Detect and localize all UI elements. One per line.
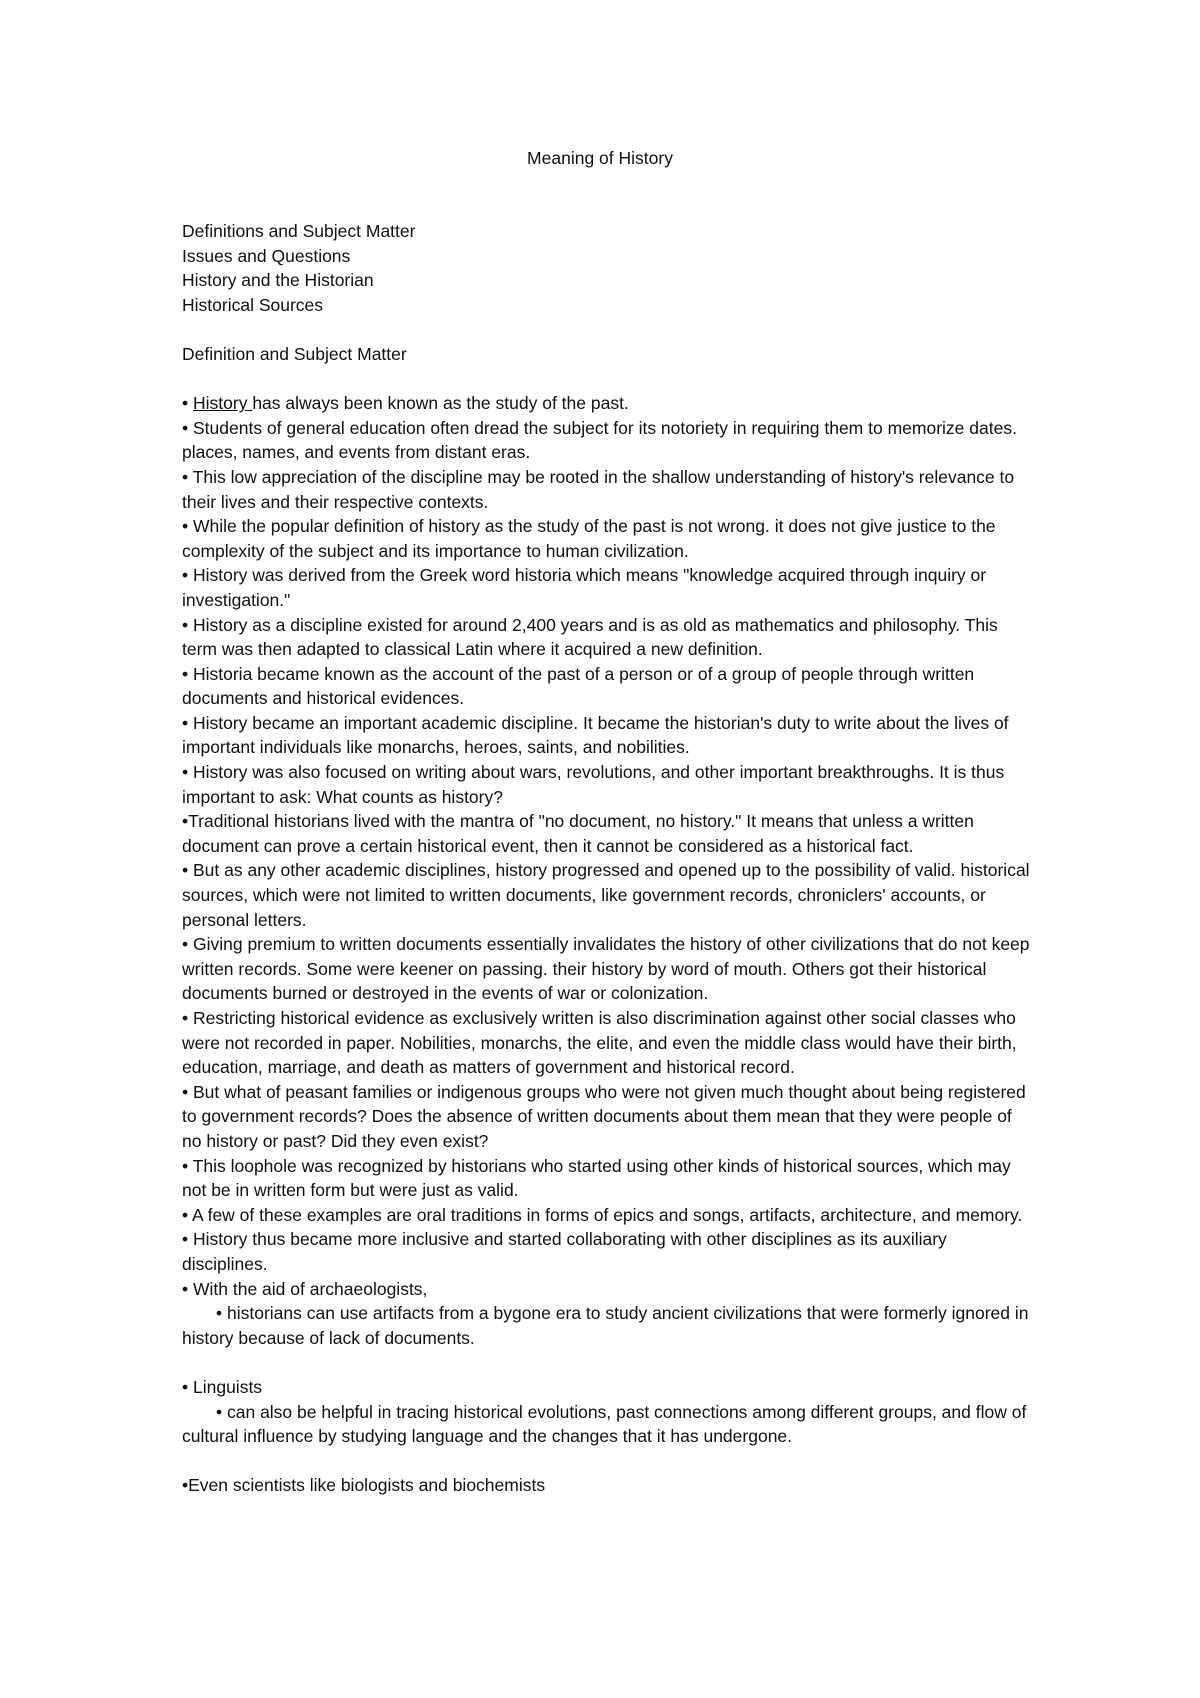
bullet-paragraph: • This low appreciation of the discipline may be rooted in the shallow understanding of history's relevance to their lives and their respective contexts. bbox=[182, 466, 1015, 512]
document-body bbox=[182, 219, 1032, 1498]
bullet-paragraph: • A few of these examples are oral traditions in forms of epics and songs, artifacts, architecture, and memory. bbox=[182, 1204, 1023, 1225]
bullet-paragraph: • Restricting historical evidence as exclusively written is also discrimination against other social classes who were not recorded in paper. Nobilities, monarchs, the elite, and even the middle class would have their birth, education, marriage, and death as matters of government and historical record. bbox=[182, 1008, 1017, 1078]
bullet-paragraph: • History was derived from the Greek word historia which means "knowledge acquired through inquiry or investigation." bbox=[182, 565, 987, 610]
bullet-paragraph: •Traditional historians lived with the mantra of "no document, no history." It means that unless a written document can prove a certain historical event, then it cannot be considered as a historical fact. bbox=[182, 811, 974, 856]
bullet-paragraph: • With the aid of archaeologists, bbox=[182, 1278, 428, 1299]
section-heading: Definition and Subject Matter bbox=[182, 343, 407, 364]
linguists-bullet: • Linguists bbox=[182, 1376, 263, 1397]
history-term: History bbox=[193, 393, 253, 414]
bullet-paragraph: • History was also focused on writing about wars, revolutions, and other important breakthroughs. It is thus important to ask: What counts as history? bbox=[182, 762, 1005, 807]
indented-bullet: • can also be helpful in tracing historical evolutions, past connections among different groups, and flow of cultural influence by studying language and the changes that it has undergone. bbox=[182, 1401, 1027, 1447]
bullet-paragraph: • History became an important academic discipline. It became the historian's duty to write about the lives of important individuals like monarchs, heroes, saints, and nobilities. bbox=[182, 712, 1009, 758]
toc-item: History and the Historian bbox=[182, 270, 374, 291]
bullet-prefix: • bbox=[182, 393, 193, 414]
bullet-paragraph: • But what of peasant families or indigenous groups who were not given much thought about being registered to government records? Does the absence of written documents about them mean that they were people of no history or past? Did they even exist? bbox=[182, 1081, 1026, 1151]
bullet-paragraph: • Giving premium to written documents essentially invalidates the history of other civilizations that do not keep written records. Some were keener on passing. their history by word of mouth. Others got their historical documents burned or destroyed in the events of war or colonization. bbox=[182, 934, 1030, 1004]
bullet-text: has always been known as the study of the past. bbox=[252, 393, 629, 414]
bullet-paragraph: • This loophole was recognized by historians who started using other kinds of historical sources, which may not be in written form but were just as valid. bbox=[182, 1155, 1011, 1201]
bullet-paragraph: • History as a discipline existed for around 2,400 years and is as old as mathematics and philosophy. This term was then adapted to classical Latin where it acquired a new definition. bbox=[182, 614, 998, 660]
indented-bullet: • historians can use artifacts from a bygone era to study ancient civilizations that were formerly ignored in history because of lack of documents. bbox=[182, 1303, 1029, 1348]
bullet-paragraph: • History thus became more inclusive and started collaborating with other disciplines as its auxiliary disciplines. bbox=[182, 1229, 947, 1274]
toc-item: Historical Sources bbox=[182, 294, 324, 315]
bullet-paragraph: • While the popular definition of history as the study of the past is not wrong. it does not give justice to the complexity of the subject and its importance to human civilization. bbox=[182, 516, 996, 561]
bullet-paragraph bbox=[182, 391, 1032, 416]
document-title: Meaning of History bbox=[527, 148, 673, 168]
bullet-paragraph: •Even scientists like biologists and biochemists bbox=[182, 1475, 546, 1496]
bullet-paragraph: • Historia became known as the account of the past of a person or of a group of people through written documents and historical evidences. bbox=[182, 663, 975, 709]
bullet-paragraph: • Students of general education often dread the subject for its notoriety in requiring them to memorize dates. places, names, and events from distant eras. bbox=[182, 417, 1017, 463]
toc-item: Definitions and Subject Matter bbox=[182, 221, 416, 241]
bullet-paragraph: • But as any other academic disciplines, history progressed and opened up to the possibility of valid. historical sources, which were not limited to written documents, like government records, chroniclers' accounts, or personal letters. bbox=[182, 860, 1030, 930]
toc-item: Issues and Questions bbox=[182, 245, 351, 266]
